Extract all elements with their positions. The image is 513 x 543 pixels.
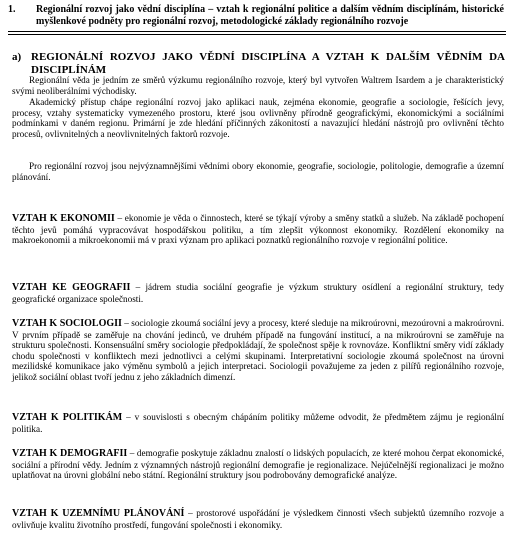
section-text: – ekonomie je věda o činnostech, které se týkají výroby a směny statků a služeb. Na základě pochopení těchto jevů pomáhá vypracovávat hospodářskou politiku, a tím zlepšit výkonnost ekonomiky. Rozdělení ekonomiky na makroekonomii a mikroekonomii má v praxi význam pro aplikaci poznatků regionálního rozvoje v regionální politice. <box>12 213 504 246</box>
section-text: – demografie poskytuje základnu znalostí o lidských populacích, ze které mohou čerpat ekonomické, sociální a přírodní vědy. Jedním z významných nástrojů regionální demografie je regionalizace. Nejúčelnější regionalizaci je možno uplatňovat na úrovni globální nebo státní. Regionální struktury jsou podrobovány demografické analýze. <box>12 448 504 481</box>
section-letter: a) <box>12 51 22 63</box>
section-spatial-planning <box>12 508 504 530</box>
section-geography <box>12 282 504 304</box>
section-label: VZTAH K UZEMNÍMU PLÁNOVÁNÍ <box>12 508 185 519</box>
chapter-number: 1. <box>8 4 16 15</box>
intro-paragraph-2: Akademický přístup chápe regionální rozvoj jako aplikaci nauk, zejména ekonomie, geografie a sociologie, řešících jevy, procesy, vztahy systematicky vymezeného prostoru, které jsou ovlivněny přírodně geografickými, ekonomickými a sociálními podmínkami v daném regionu. Primární je zde hledání příčinných zákonitostí a navazující hledání nástrojů pro ovlivnění těchto procesů, ovlivnitelných a neovlivnitelných faktorů rozvoje. <box>12 97 504 139</box>
section-title: REGIONÁLNÍ ROZVOJ JAKO VĚDNÍ DISCIPLÍNA A VZTAH K DALŠÍM VĚDNÍM DA DISCIPLÍNÁM <box>31 51 505 76</box>
section-sociology <box>12 318 504 383</box>
section-economics <box>12 213 504 246</box>
intro-paragraph-3: Pro regionální rozvoj jsou nejvýznamnějšími vědními obory ekonomie, geografie, sociologie, politologie, demografie a územní plánování. <box>12 161 504 182</box>
section-label: VZTAH K EKONOMII <box>12 213 115 224</box>
section-label: VZTAH KE GEOGRAFII <box>12 282 131 293</box>
top-divider <box>8 31 506 32</box>
section-text: – v souvislosti s obecným chápáním politiky můžeme odvodit, že předmětem zájmu je regionální politika. <box>12 412 504 434</box>
section-text: – prostorové uspořádání je výsledkem činnosti všech subjektů územního rozvoje a ovlivňuje kvalitu životního prostředí, fungování společnosti i ekonomiky. <box>12 508 504 530</box>
section-text: – jádrem studia sociální geografie je výzkum struktury osídlení a regionální struktury, tedy geografické organizace společnosti. <box>12 282 504 304</box>
section-label: VZTAH K SOCIOLOGII <box>12 318 122 329</box>
section-label: VZTAH K DEMOGRAFII <box>12 448 128 459</box>
intro-paragraph-1: Regionální věda je jedním ze směrů výzkumu regionálního rozvoje, který byl vytvořen Waltrem Isardem a je charakteristický svými neoliberálními východisky. <box>12 75 504 96</box>
top-divider-double <box>8 34 506 35</box>
section-politics <box>12 412 504 434</box>
section-label: VZTAH K POLITIKÁM <box>12 412 123 423</box>
section-demography <box>12 448 504 481</box>
chapter-title: Regionální rozvoj jako vědní disciplína – vztah k regionální politice a dalším vědním disciplínám, historické myšlenkové podněty pro regionální rozvoj, metodologické základy regionálního rozvoje <box>36 4 504 27</box>
section-text: – sociologie zkoumá sociální jevy a procesy, které sleduje na mikroúrovni, mezoúrovni a makroúrovni. V prvním případě se zaměřuje na chování jedinců, ve druhém případě na fungování institucí, a na mikroúrovni se zaměřuje na strukturu společnosti. Konsensuální směry sociologie předpokládají, že společnost spěje k rovnováze. Konfliktní směry vidí základy chodu společnosti v konfliktech mezi jednotlivci a celými skupinami. Interpretativní sociologie zkoumá společnost na úrovni mezilidské komunikace jako výměnu symbolů a jejich interpretaci. Sociologii považujeme za jeden z pilířů regionálního rozvoje, jelikož sociální oblast tvoří jednu z jeho základních dimenzí. <box>12 318 505 382</box>
